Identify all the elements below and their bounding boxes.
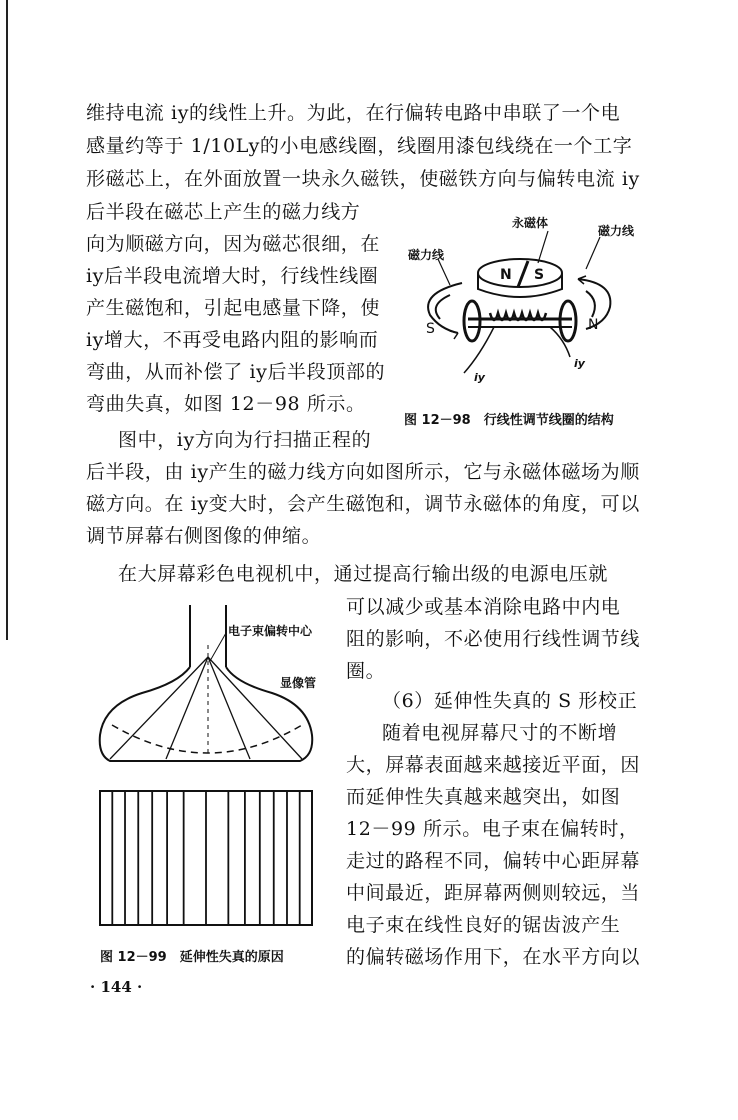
p2-line-4: 调节屏幕右侧图像的伸缩。 (86, 525, 322, 547)
p1-line-6: iy后半段电流增大时，行线性线圈 (86, 265, 379, 287)
p4-line-6: 中间最近，距屏幕两侧则较远，当 (346, 882, 641, 904)
label-magnet-n: N (500, 267, 512, 283)
p3-line-2: 可以减少或基本消除电路中内电 (346, 596, 621, 618)
p1-line-5: 向为顺磁方向，因为磁芯很细，在 (86, 233, 381, 255)
p3-line-1: 在大屏幕彩色电视机中，通过提高行输出级的电源电压就 (118, 563, 609, 585)
p4-line-2: 大，屏幕表面越来越接近平面，因 (346, 754, 641, 776)
beam-right (208, 657, 302, 759)
p1-line-8: iy增大，不再受电路内阻的影响而 (86, 329, 379, 351)
p1-line-1: 维持电流 iy的线性上升。为此，在行偏转电路中串联了一个电 (86, 102, 621, 124)
screen-arc (112, 725, 302, 753)
label-deflection-center: 电子束偏转中心 (228, 624, 313, 638)
p1-line-9: 弯曲，从而补偿了 iy后半段顶部的 (86, 361, 386, 383)
beam-left (110, 657, 208, 759)
p2-line-1: 图中，iy方向为行扫描正程的 (118, 429, 372, 451)
label-current-right: iy (574, 357, 585, 370)
section-heading: （6）延伸性失真的 S 形校正 (382, 690, 638, 712)
p1-line-7: 产生磁饱和，引起电感量下降，使 (86, 297, 381, 319)
p3-line-3: 阻的影响，不必使用行线性调节线 (346, 628, 641, 650)
p2-line-2: 后半段，由 iy产生的磁力线方向如图所示，它与永磁体磁场为顺 (86, 461, 640, 483)
label-picture-tube: 显像管 (280, 676, 317, 690)
p4-line-5: 走过的路程不同，偏转中心距屏幕 (346, 850, 641, 872)
p4-line-3: 而延伸性失真越来越突出，如图 (346, 786, 621, 808)
p1-line-2: 感量约等于 1/10Ly的小电感线圈，线圈用漆包线绕在一个工字 (86, 135, 633, 157)
label-pole-s: S (426, 321, 435, 337)
label-current-left: iy (474, 371, 485, 384)
label-magnet-s: S (534, 267, 545, 283)
label-flux-left: 磁力线 (408, 248, 445, 262)
left-flange (464, 301, 480, 341)
figure-98-caption: 图 12－98 行线性调节线圈的结构 (404, 413, 614, 428)
p1-line-10: 弯曲失真，如图 12－98 所示。 (86, 393, 366, 415)
label-magnet: 永磁体 (512, 216, 549, 230)
figure-12-98 (400, 205, 700, 390)
p4-line-1: 随着电视屏幕尺寸的不断增 (382, 722, 618, 744)
p2-line-3: 磁方向。在 iy变大时，会产生磁饱和，调节永磁体的角度，可以 (86, 493, 640, 515)
p4-line-4: 12－99 所示。电子束在偏转时， (346, 818, 639, 840)
label-pole-n: N (588, 317, 599, 333)
p4-line-8: 的偏转磁场作用下，在水平方向以 (346, 946, 641, 968)
label-flux-right: 磁力线 (598, 224, 635, 238)
figure-12-99 (90, 605, 330, 935)
page-binding-edge (6, 0, 8, 640)
beam-mid-left (166, 657, 208, 759)
figure-99-caption: 图 12－99 延伸性失真的原因 (100, 950, 284, 965)
page-number: · 144 · (90, 978, 143, 996)
p1-line-4: 后半段在磁芯上产生的磁力线方 (86, 201, 361, 223)
right-flange (560, 301, 576, 341)
p1-line-3: 形磁芯上，在外面放置一块永久磁铁，使磁铁方向与偏转电流 iy (86, 168, 640, 190)
p4-line-7: 电子束在线性良好的锯齿波产生 (346, 914, 621, 936)
p3-line-4: 圈。 (346, 660, 386, 682)
